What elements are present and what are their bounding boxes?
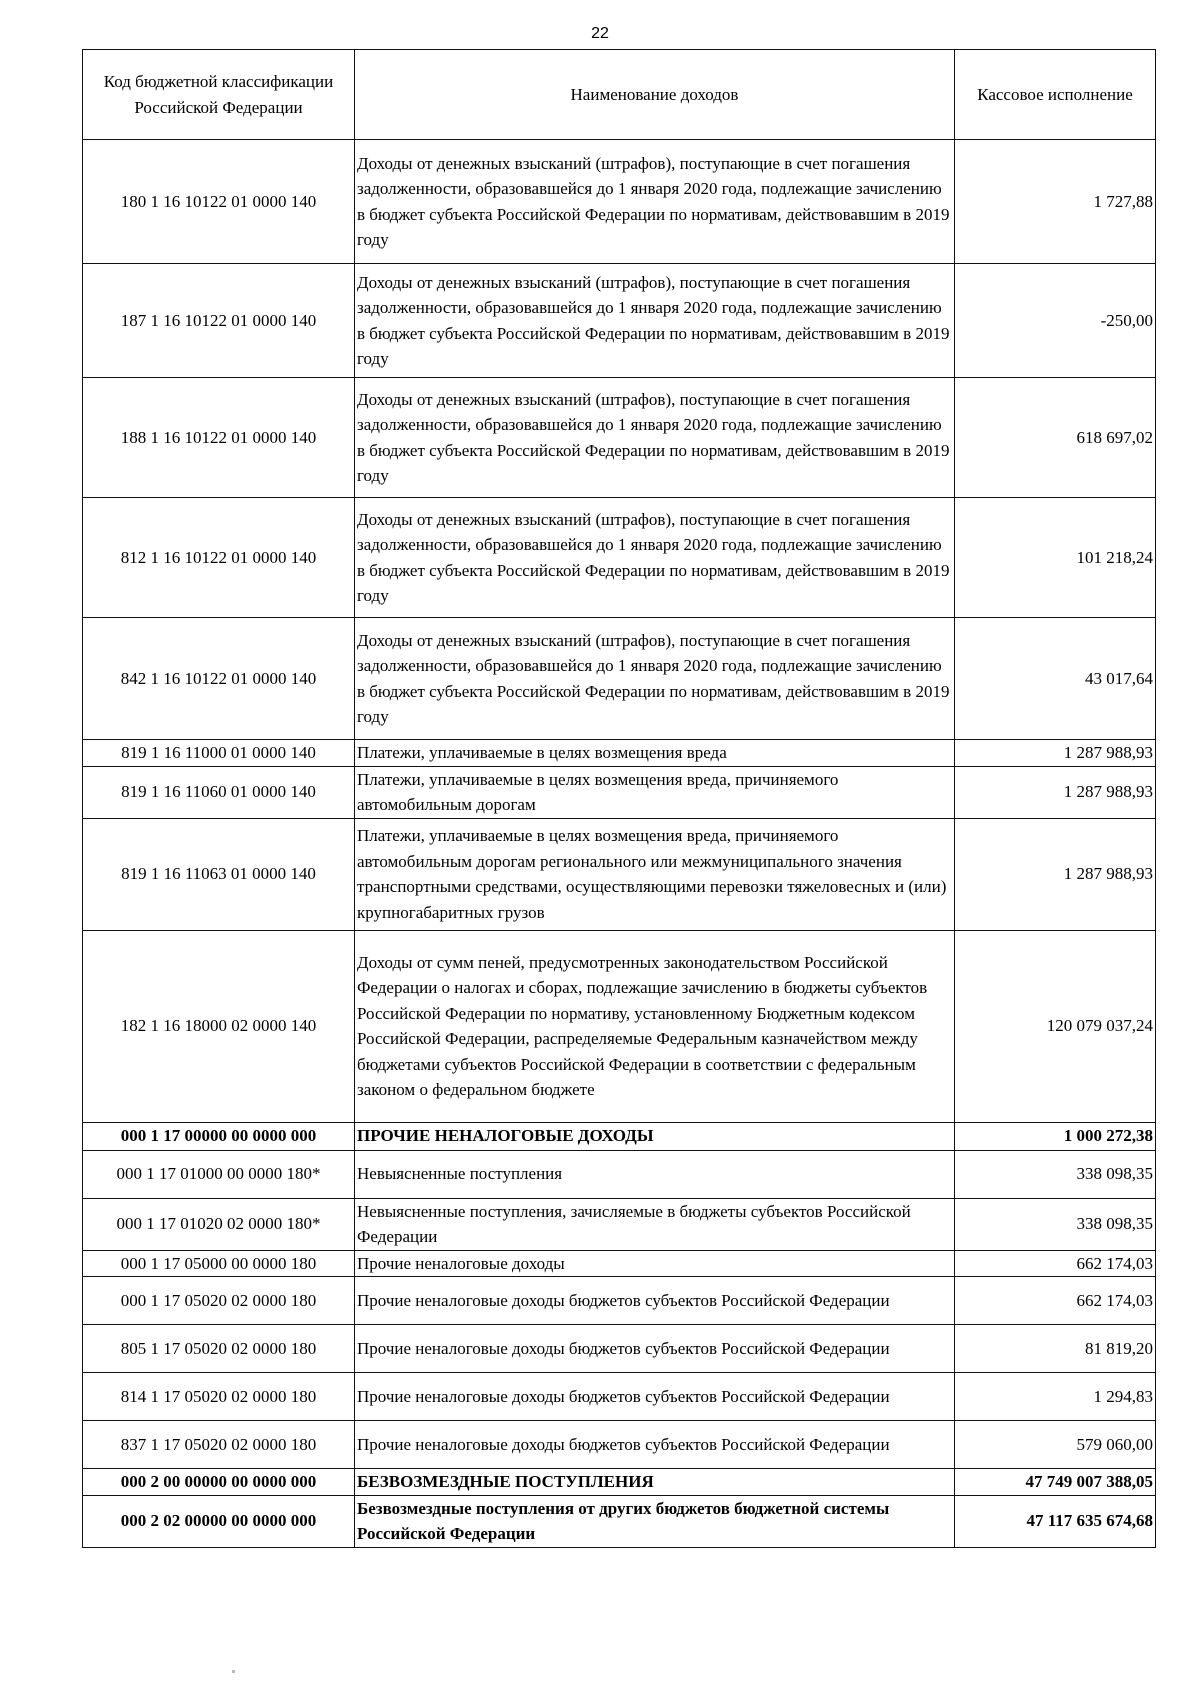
code-cell: 000 1 17 05020 02 0000 180	[83, 1277, 355, 1325]
header-name: Наименование доходов	[355, 50, 955, 140]
name-cell: Прочие неналоговые доходы	[355, 1250, 955, 1277]
code-cell: 814 1 17 05020 02 0000 180	[83, 1373, 355, 1421]
header-code: Код бюджетной классификации Российской Федерации	[83, 50, 355, 140]
name-cell: Прочие неналоговые доходы бюджетов субъектов Российской Федерации	[355, 1277, 955, 1325]
code-cell: 837 1 17 05020 02 0000 180	[83, 1421, 355, 1469]
amount-cell: 1 000 272,38	[955, 1122, 1156, 1150]
name-cell: Платежи, уплачиваемые в целях возмещения вреда	[355, 740, 955, 767]
name-cell: Прочие неналоговые доходы бюджетов субъектов Российской Федерации	[355, 1373, 955, 1421]
amount-cell: 47 117 635 674,68	[955, 1495, 1156, 1547]
name-cell: Платежи, уплачиваемые в целях возмещения вреда, причиняемого автомобильным дорогам	[355, 766, 955, 818]
amount-cell: 662 174,03	[955, 1277, 1156, 1325]
header-amount: Кассовое исполнение	[955, 50, 1156, 140]
name-cell: Невыясненные поступления	[355, 1150, 955, 1198]
code-cell: 000 1 17 00000 00 0000 000	[83, 1122, 355, 1150]
table-row	[83, 1277, 1156, 1325]
table-row	[83, 1122, 1156, 1150]
amount-cell: 338 098,35	[955, 1150, 1156, 1198]
table-row	[83, 1421, 1156, 1469]
code-cell: 805 1 17 05020 02 0000 180	[83, 1325, 355, 1373]
table-row	[83, 818, 1156, 930]
name-cell: Доходы от денежных взысканий (штрафов), поступающие в счет погашения задолженности, образовавшейся до 1 января 2020 года, подлежащие зачислению в бюджет субъекта Российской Федерации по нормативам, действовавшим в 2019 году	[355, 378, 955, 498]
code-cell: 180 1 16 10122 01 0000 140	[83, 140, 355, 264]
page-number: 22	[591, 25, 609, 42]
name-cell: БЕЗВОЗМЕЗДНЫЕ ПОСТУПЛЕНИЯ	[355, 1469, 955, 1496]
table-row	[83, 740, 1156, 767]
code-cell: 188 1 16 10122 01 0000 140	[83, 378, 355, 498]
amount-cell: 618 697,02	[955, 378, 1156, 498]
amount-cell: 662 174,03	[955, 1250, 1156, 1277]
table-row	[83, 1198, 1156, 1250]
amount-cell: 338 098,35	[955, 1198, 1156, 1250]
amount-cell: 1 727,88	[955, 140, 1156, 264]
code-cell: 182 1 16 18000 02 0000 140	[83, 930, 355, 1122]
revenue-table	[82, 49, 1156, 1548]
name-cell: ПРОЧИЕ НЕНАЛОГОВЫЕ ДОХОДЫ	[355, 1122, 955, 1150]
code-cell: 187 1 16 10122 01 0000 140	[83, 264, 355, 378]
code-cell: 819 1 16 11060 01 0000 140	[83, 766, 355, 818]
name-cell: Платежи, уплачиваемые в целях возмещения вреда, причиняемого автомобильным дорогам регионального или межмуниципального значения транспортными средствами, осуществляющими перевозки тяжеловесных и (или) крупногабаритных грузов	[355, 818, 955, 930]
table-row	[83, 498, 1156, 618]
code-cell: 842 1 16 10122 01 0000 140	[83, 618, 355, 740]
amount-cell: 43 017,64	[955, 618, 1156, 740]
table-header-row	[83, 50, 1156, 140]
name-cell: Доходы от денежных взысканий (штрафов), поступающие в счет погашения задолженности, образовавшейся до 1 января 2020 года, подлежащие зачислению в бюджет субъекта Российской Федерации по нормативам, действовавшим в 2019 году	[355, 264, 955, 378]
amount-cell: 1 287 988,93	[955, 818, 1156, 930]
amount-cell: 1 287 988,93	[955, 740, 1156, 767]
code-cell: 000 1 17 01000 00 0000 180*	[83, 1150, 355, 1198]
table-row	[83, 766, 1156, 818]
name-cell: Доходы от денежных взысканий (штрафов), поступающие в счет погашения задолженности, образовавшейся до 1 января 2020 года, подлежащие зачислению в бюджет субъекта Российской Федерации по нормативам, действовавшим в 2019 году	[355, 498, 955, 618]
amount-cell: -250,00	[955, 264, 1156, 378]
name-cell: Прочие неналоговые доходы бюджетов субъектов Российской Федерации	[355, 1325, 955, 1373]
amount-cell: 47 749 007 388,05	[955, 1469, 1156, 1496]
table-row	[83, 264, 1156, 378]
name-cell: Доходы от денежных взысканий (штрафов), поступающие в счет погашения задолженности, образовавшейся до 1 января 2020 года, подлежащие зачислению в бюджет субъекта Российской Федерации по нормативам, действовавшим в 2019 году	[355, 140, 955, 264]
table-row	[83, 378, 1156, 498]
table-row	[83, 1469, 1156, 1496]
code-cell: 000 1 17 05000 00 0000 180	[83, 1250, 355, 1277]
table-row	[83, 1150, 1156, 1198]
code-cell: 812 1 16 10122 01 0000 140	[83, 498, 355, 618]
table-row	[83, 1250, 1156, 1277]
amount-cell: 81 819,20	[955, 1325, 1156, 1373]
code-cell: 000 1 17 01020 02 0000 180*	[83, 1198, 355, 1250]
name-cell: Доходы от денежных взысканий (штрафов), поступающие в счет погашения задолженности, образовавшейся до 1 января 2020 года, подлежащие зачислению в бюджет субъекта Российской Федерации по нормативам, действовавшим в 2019 году	[355, 618, 955, 740]
amount-cell: 579 060,00	[955, 1421, 1156, 1469]
name-cell: Невыясненные поступления, зачисляемые в бюджеты субъектов Российской Федерации	[355, 1198, 955, 1250]
code-cell: 000 2 02 00000 00 0000 000	[83, 1495, 355, 1547]
code-cell: 000 2 00 00000 00 0000 000	[83, 1469, 355, 1496]
name-cell: Прочие неналоговые доходы бюджетов субъектов Российской Федерации	[355, 1421, 955, 1469]
amount-cell: 1 294,83	[955, 1373, 1156, 1421]
name-cell: Безвозмездные поступления от других бюджетов бюджетной системы Российской Федерации	[355, 1495, 955, 1547]
table-row	[83, 1373, 1156, 1421]
table-row	[83, 140, 1156, 264]
table-row	[83, 1325, 1156, 1373]
code-cell: 819 1 16 11000 01 0000 140	[83, 740, 355, 767]
code-cell: 819 1 16 11063 01 0000 140	[83, 818, 355, 930]
scan-speck	[232, 1670, 235, 1673]
table-row	[83, 618, 1156, 740]
table-row	[83, 930, 1156, 1122]
table-row	[83, 1495, 1156, 1547]
amount-cell: 120 079 037,24	[955, 930, 1156, 1122]
amount-cell: 101 218,24	[955, 498, 1156, 618]
name-cell: Доходы от сумм пеней, предусмотренных законодательством Российской Федерации о налогах и сборах, подлежащие зачислению в бюджеты субъектов Российской Федерации по нормативу, установленному Бюджетным кодексом Российской Федерации, распределяемые Федеральным казначейством между бюджетами субъектов Российской Федерации в соответствии с федеральным законом о федеральном бюджете	[355, 930, 955, 1122]
amount-cell: 1 287 988,93	[955, 766, 1156, 818]
